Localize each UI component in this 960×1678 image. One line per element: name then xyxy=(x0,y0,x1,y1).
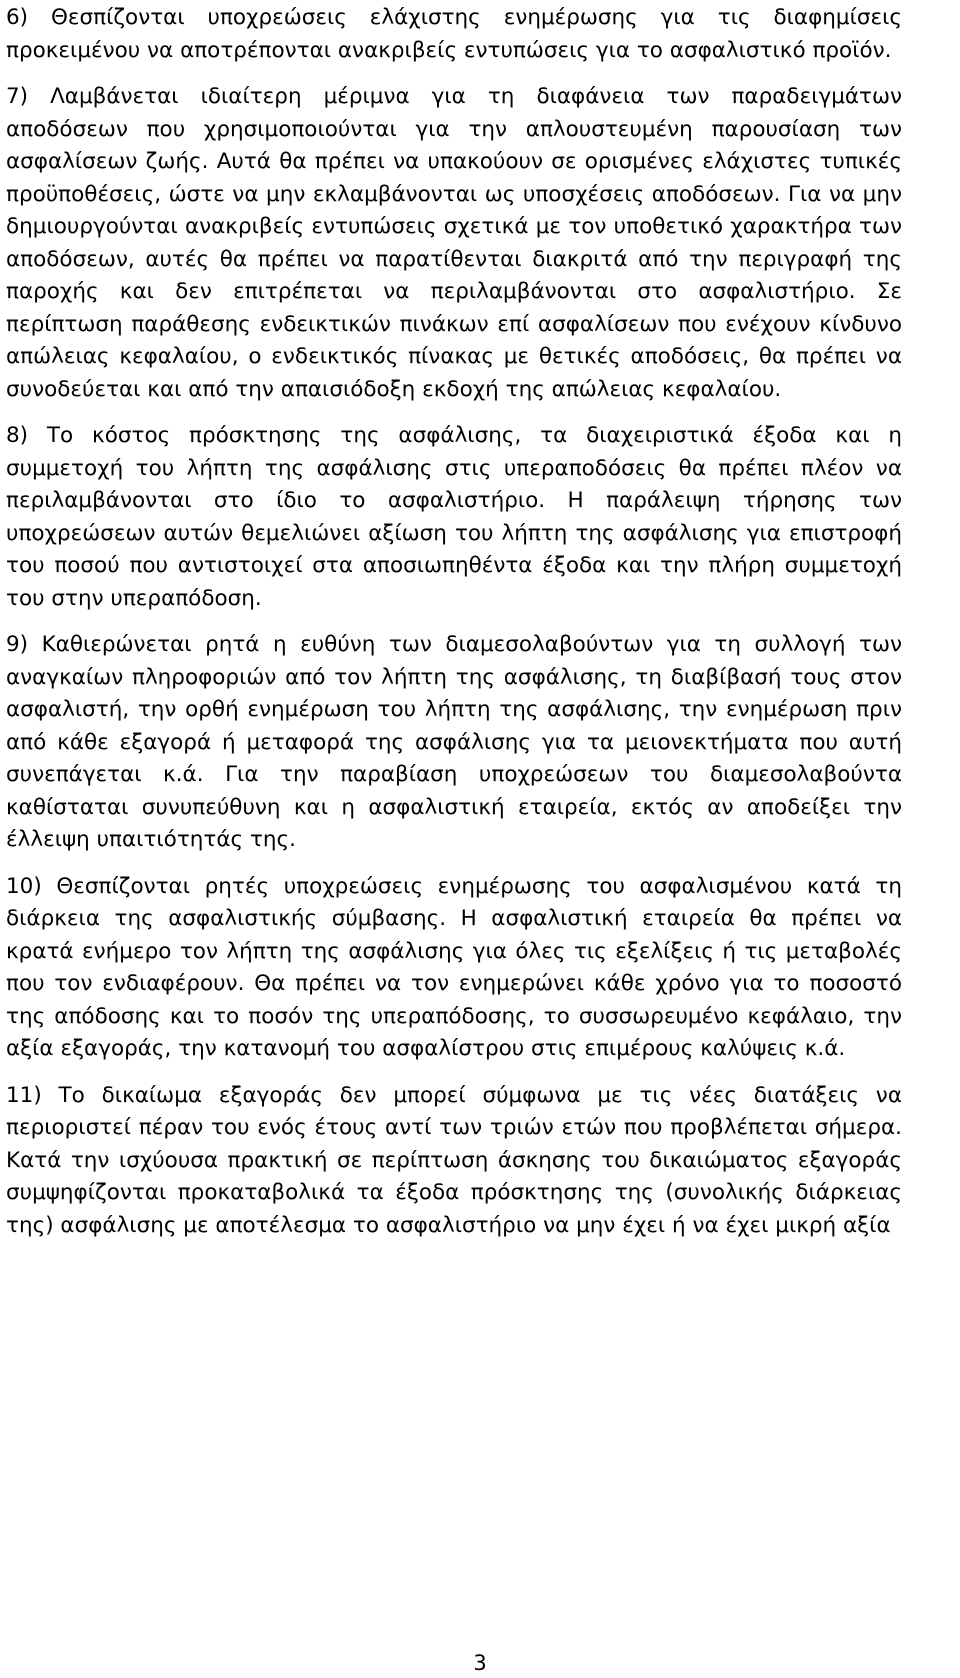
paragraph-9: 9) Καθιερώνεται ρητά η ευθύνη των διαμεσολαβούντων για τη συλλογή των αναγκαίων πληροφοριών από τον λήπτη της ασφάλισης, τη διαβίβασή τους στον ασφαλιστή, την ορθή ενημέρωση του λήπτη της ασφάλισης, την ενημέρωση πριν από κάθε εξαγορά ή μεταφορά της ασφάλισης για τα μειονεκτήματα που αυτή συνεπάγεται κ.ά. Για την παραβίαση υποχρεώσεων του διαμεσολαβούντα καθίσταται συνυπεύθυνη και η ασφαλιστική εταιρεία, εκτός αν αποδείξει την έλλειψη υπαιτιότητάς της. xyxy=(6,632,902,852)
paragraph-6: 6) Θεσπίζονται υποχρεώσεις ελάχιστης ενημέρωσης για τις διαφημίσεις προκειμένου να αποτρέπονται ανακριβείς εντυπώσεις για το ασφαλιστικό προϊόν. xyxy=(6,5,902,63)
paragraph-11: 11) Το δικαίωμα εξαγοράς δεν μπορεί σύμφωνα με τις νέες διατάξεις να περιοριστεί πέραν του ενός έτους αντί των τριών ετών που προβλέπεται σήμερα. Κατά την ισχύουσα πρακτική σε περίπτωση άσκησης του δικαιώματος εξαγοράς συμψηφίζονται προκαταβολικά τα έξοδα πρόσκτησης της (συνολικής διάρκειας της) ασφάλισης με αποτέλεσμα το ασφαλιστήριο να μην έχει ή να έχει μικρή αξία xyxy=(6,1082,902,1238)
paragraph-10: 10) Θεσπίζονται ρητές υποχρεώσεις ενημέρωσης του ασφαλισμένου κατά τη διάρκεια της ασφαλιστικής σύμβασης. Η ασφαλιστική εταιρεία θα πρέπει να κρατά ενήμερο τον λήπτη της ασφάλισης για όλες τις εξελίξεις ή τις μεταβολές που τον ενδιαφέρουν. Θα πρέπει να τον ενημερώνει κάθε χρόνο για το ποσοστό της απόδοσης και το ποσόν της υπεραπόδοσης, το συσσωρευμένο κεφάλαιο, την αξία εξαγοράς, την κατανομή του ασφαλίστρου στις επιμέρους καλύψεις κ.ά. xyxy=(6,873,902,1061)
paragraph-8: 8) Το κόστος πρόσκτησης της ασφάλισης, τα διαχειριστικά έξοδα και η συμμετοχή του λήπτη της ασφάλισης στις υπεραποδόσεις θα πρέπει πλέον να περιλαμβάνονται στο ίδιο το ασφαλιστήριο. Η παράλειψη τήρησης των υποχρεώσεων αυτών θεμελιώνει αξίωση του λήπτη της ασφάλισης για επιστροφή του ποσού που αντιστοιχεί στα αποσιωπηθέντα έξοδα και την πλήρη συμμετοχή του στην υπεραπόδοση. xyxy=(6,423,902,611)
page-number: 3 xyxy=(473,1651,487,1675)
document-page xyxy=(6,2,902,1256)
paragraph-7: 7) Λαμβάνεται ιδιαίτερη μέριμνα για τη διαφάνεια των παραδειγμάτων αποδόσεων που χρησιμοποιούνται για την απλουστευμένη παρουσίαση των ασφαλίσεων ζωής. Αυτά θα πρέπει να υπακούουν σε ορισμένες ελάχιστες τυπικές προϋποθέσεις, ώστε να μην εκλαμβάνονται ως υποσχέσεις αποδόσεων. Για να μην δημιουργούνται ανακριβείς εντυπώσεις σχετικά με τον υποθετικό χαρακτήρα των αποδόσεων, αυτές θα πρέπει να παρατίθενται διακριτά από την περιγραφή της παροχής και δεν επιτρέπεται να περιλαμβάνονται στο ασφαλιστήριο. Σε περίπτωση παράθεσης ενδεικτικών πινάκων επί ασφαλίσεων που ενέχουν κίνδυνο απώλειας κεφαλαίου, ο ενδεικτικός πίνακας με θετικές αποδόσεις, θα πρέπει να συνοδεύεται και από την απαισιόδοξη εκδοχή της απώλειας κεφαλαίου. xyxy=(6,84,902,402)
